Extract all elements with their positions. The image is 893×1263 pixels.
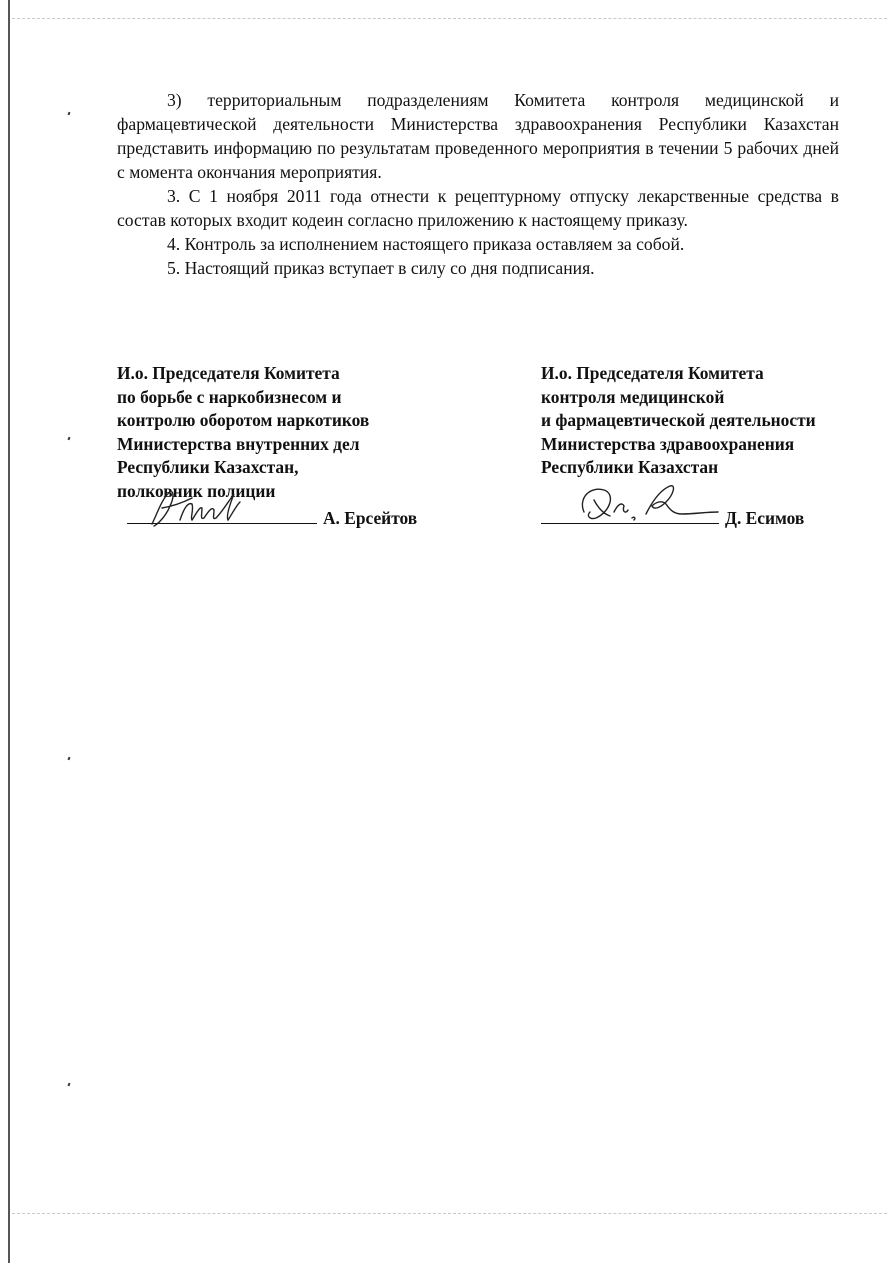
signatory-right-line: Министерства здравоохранения xyxy=(541,433,795,454)
signatory-right-name: Д. Есимов xyxy=(725,508,805,528)
paragraph-clause-3: 3. С 1 ноября 2011 года отнести к рецептурному отпуску лекарственные средства в состав которых входит кодеин согласно приложению к настоящему приказу. xyxy=(117,186,839,230)
handwritten-signature-left xyxy=(140,484,260,534)
scan-speck xyxy=(68,112,71,116)
scan-top-line xyxy=(12,18,887,19)
paragraph-item-3: 3) территориальным подразделениям Комитета контроля медицинской и фармацевтической деятельности Министерства здравоохранения Республики Казахстан представить информацию по результатам проведенного мероприятия в течении 5 рабочих дней с момента окончания мероприятия. xyxy=(117,90,839,182)
scan-speck xyxy=(68,437,71,441)
signatory-left-name: А. Ерсейтов xyxy=(323,508,418,528)
scan-left-edge xyxy=(8,0,10,1263)
scan-speck xyxy=(68,1083,71,1087)
signatory-right-line: Республики Казахстан xyxy=(541,457,719,477)
signatory-left-line: И.о. Председателя Комитета xyxy=(117,363,340,383)
signatory-right-line: И.о. Председателя Комитета xyxy=(541,363,764,383)
document-body xyxy=(117,88,839,280)
signatory-left-line: контролю оборотом наркотиков xyxy=(117,410,370,430)
signatory-right-line: и фармацевтической деятельности xyxy=(541,410,816,430)
handwritten-signature-right xyxy=(570,478,720,528)
signatory-left-line: полковник полиции xyxy=(117,480,276,501)
signatory-left-line: по борьбе с наркобизнесом и xyxy=(117,386,342,407)
paragraph-clause-5: 5. Настоящий приказ вступает в силу со дня подписания. xyxy=(167,258,595,278)
signatory-left-line: Министерства внутренних дел xyxy=(117,433,360,454)
signatory-left-line: Республики Казахстан, xyxy=(117,457,299,477)
signatory-right-title xyxy=(541,362,816,480)
scan-bottom-line xyxy=(12,1213,887,1214)
scan-speck xyxy=(68,757,71,761)
signatory-left-title xyxy=(117,362,369,503)
signatory-right-line: контроля медицинской xyxy=(541,386,725,407)
paragraph-clause-4: 4. Контроль за исполнением настоящего приказа оставляем за собой. xyxy=(167,234,685,254)
